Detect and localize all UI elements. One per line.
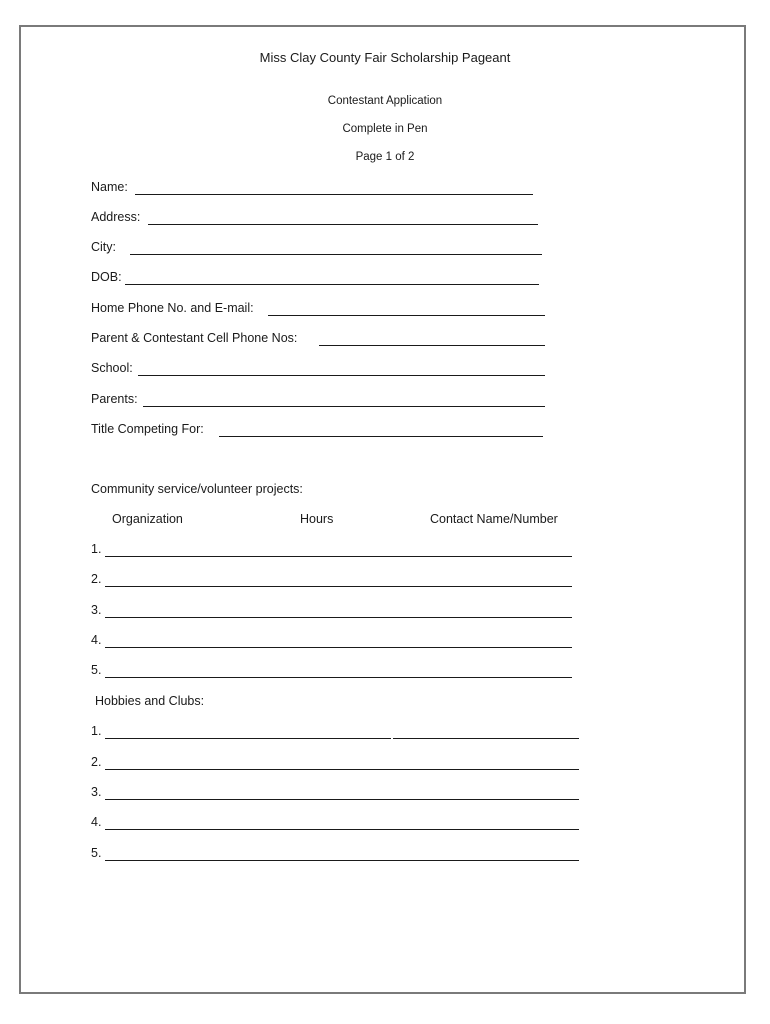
title-competing-label: Title Competing For: <box>91 422 204 436</box>
hobbies-heading: Hobbies and Clubs: <box>95 694 205 708</box>
community-row-number: 4. <box>91 633 102 647</box>
hobby-row-number: 2. <box>91 755 102 769</box>
dob-field[interactable] <box>125 284 539 285</box>
parents-field[interactable] <box>143 406 545 407</box>
community-row-number: 1. <box>91 542 102 556</box>
hobby-row-field[interactable] <box>105 738 391 739</box>
page-number: Page 1 of 2 <box>355 151 415 163</box>
hobby-row-number: 3. <box>91 785 102 799</box>
community-row-number: 3. <box>91 603 102 617</box>
hobby-row-field[interactable] <box>105 829 579 830</box>
address-field[interactable] <box>148 224 538 225</box>
community-row-field[interactable] <box>105 647 572 648</box>
hobby-row-field[interactable] <box>105 769 579 770</box>
community-row-field[interactable] <box>105 586 572 587</box>
hobby-row-field-extra[interactable] <box>393 738 579 739</box>
column-contact: Contact Name/Number <box>430 512 558 526</box>
parents-label: Parents: <box>91 392 138 406</box>
hobby-row-number: 5. <box>91 846 102 860</box>
home-phone-email-field[interactable] <box>268 315 545 316</box>
community-service-heading: Community service/volunteer projects: <box>91 482 303 496</box>
address-label: Address: <box>91 210 141 224</box>
community-row-field[interactable] <box>105 617 572 618</box>
community-row-field[interactable] <box>105 556 572 557</box>
cell-phone-label: Parent & Contestant Cell Phone Nos: <box>91 331 298 345</box>
school-field[interactable] <box>138 375 545 376</box>
city-field[interactable] <box>130 254 542 255</box>
column-hours: Hours <box>300 512 334 526</box>
title-competing-field[interactable] <box>219 436 543 437</box>
community-row-number: 2. <box>91 572 102 586</box>
name-label: Name: <box>91 180 128 194</box>
hobby-row-number: 1. <box>91 724 102 738</box>
school-label: School: <box>91 361 133 375</box>
hobby-row-number: 4. <box>91 815 102 829</box>
column-organization: Organization <box>112 512 183 526</box>
city-label: City: <box>91 240 116 254</box>
community-row-number: 5. <box>91 663 102 677</box>
cell-phone-field[interactable] <box>319 345 545 346</box>
document-title: Miss Clay County Fair Scholarship Pageant <box>259 50 511 65</box>
hobby-row-field[interactable] <box>105 860 579 861</box>
name-field[interactable] <box>135 194 533 195</box>
community-row-field[interactable] <box>105 677 572 678</box>
document-page <box>19 25 746 994</box>
document-subtitle: Contestant Application <box>327 95 443 107</box>
dob-label: DOB: <box>91 270 122 284</box>
home-phone-email-label: Home Phone No. and E-mail: <box>91 301 254 315</box>
hobby-row-field[interactable] <box>105 799 579 800</box>
instruction-text: Complete in Pen <box>342 123 428 135</box>
